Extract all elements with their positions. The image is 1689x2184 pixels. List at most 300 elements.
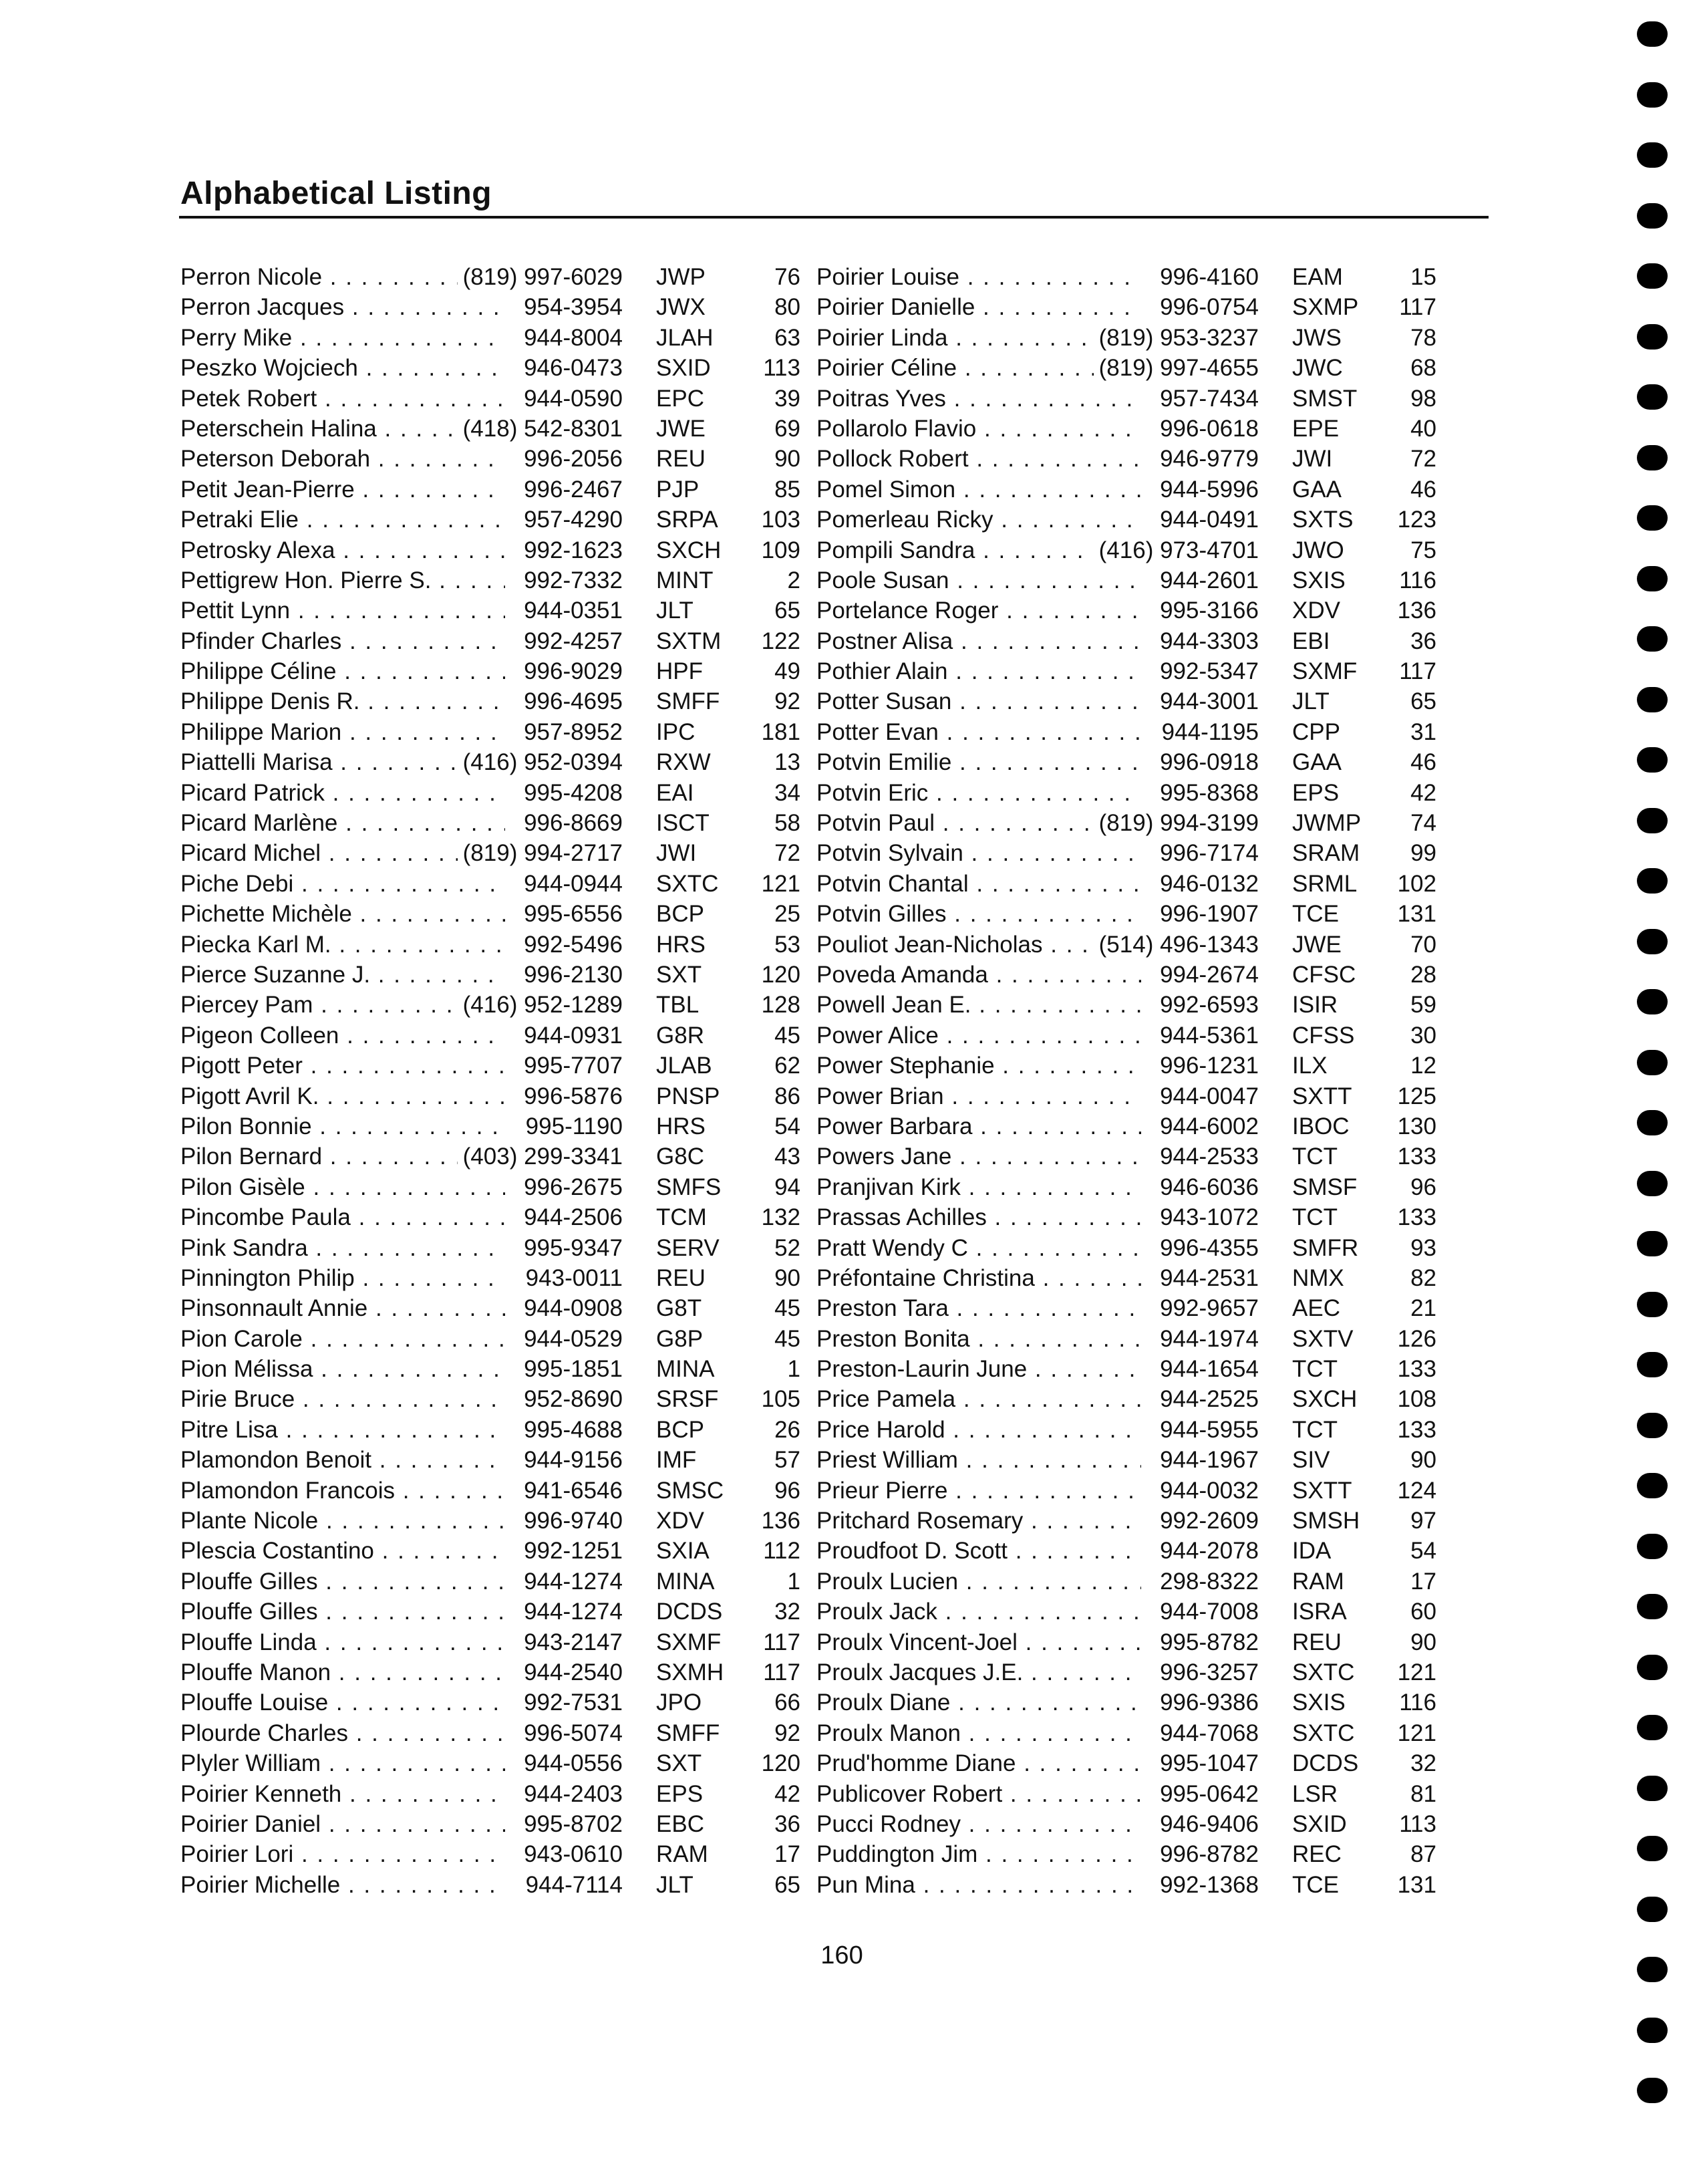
entry-code: SMFF [656,1720,720,1746]
entry-number: 17 [774,1841,800,1868]
entry-number: 42 [774,1780,800,1807]
entry-name: Potvin Gilles . . . [816,899,1141,929]
entry-phone: 944-2533 [1155,1143,1259,1170]
entry-phone: 944-7114 [520,1872,623,1898]
entry-name: Plamondon Francois . . . [180,1476,505,1506]
entry-name: Plouffe Louise . . . [180,1687,505,1718]
entry-number: 46 [1410,749,1436,776]
entry-name: Peterschein Halina . . . [180,414,505,444]
entry-number: 52 [774,1234,800,1261]
entry-code: JWX [656,294,706,321]
entry-phone: 996-0918 [1155,749,1259,775]
entry-number: 65 [1410,688,1436,715]
entry-phone: 943-0011 [520,1265,623,1291]
entry-code: REU [1292,1629,1342,1655]
entry-name: Poole Susan . . . [816,565,1141,595]
entry-code: TBL [656,992,700,1018]
entry-phone: 946-9779 [1155,446,1259,472]
entry-name: Plouffe Gilles . . . [180,1566,505,1597]
entry-code: XDV [1292,597,1340,624]
entry-code: EPE [1292,415,1340,442]
entry-name: Poirier Linda . . . [816,323,1141,353]
entry-number: 90 [1410,1447,1436,1474]
entry-phone: 944-1274 [518,1599,623,1625]
entry-number: 116 [1399,567,1436,593]
entry-number: 97 [1410,1508,1436,1534]
entry-code: EPC [656,385,704,412]
entry-code: SXID [1292,1810,1347,1837]
entry-code: BCP [656,901,704,928]
entry-number: 36 [1410,628,1436,654]
binding-hole [1637,1655,1668,1680]
entry-number: 94 [774,1174,800,1200]
entry-phone: 992-1368 [1155,1872,1259,1898]
entry-number: 85 [774,476,800,503]
entry-number: 17 [1410,1568,1436,1595]
entry-name: Perry Mike . . . [180,323,505,353]
entry-number: 96 [1410,1174,1436,1200]
entry-phone: 944-0931 [518,1022,623,1049]
entry-code: IDA [1292,1538,1332,1564]
entry-code: MINT [656,567,714,593]
entry-number: 87 [1410,1841,1436,1868]
entry-name: Plouffe Manon . . . [180,1657,505,1687]
entry-phone: (418) 542-8301 [458,416,623,442]
entry-name: Pigott Avril K. . . . [180,1081,505,1111]
entry-code: JWE [656,415,706,442]
entry-code: CPP [1292,718,1340,745]
entry-number: 43 [774,1143,800,1170]
entry-code: SXMP [1292,294,1359,321]
entry-name: Potvin Emilie . . . [816,747,1141,777]
entry-phone: 946-0132 [1155,871,1259,897]
binding-hole [1637,263,1668,289]
entry-number: 1 [787,1356,800,1383]
entry-number: 126 [1397,1325,1436,1352]
entry-code: NMX [1292,1264,1344,1291]
entry-name: Puddington Jim . . . [816,1839,1141,1869]
entry-name: Publicover Robert . . . [816,1779,1141,1809]
entry-number: 42 [1410,779,1436,806]
entry-number: 136 [1397,597,1436,624]
entry-name: Pompili Sandra . . . [816,535,1141,565]
entry-name: Pfinder Charles . . . [180,626,505,656]
entry-number: 69 [774,415,800,442]
entry-phone: 944-5996 [1155,476,1259,503]
title-rule [179,216,1489,219]
entry-name: Poitras Yves . . . [816,384,1141,414]
entry-name: Potvin Sylvain . . . [816,838,1141,868]
entry-name: Proulx Jacques J.E. . . . [816,1657,1141,1687]
entry-number: 116 [1399,1689,1436,1716]
entry-code: JPO [656,1689,702,1716]
entry-name: Powers Jane . . . [816,1141,1141,1172]
entry-phone: 944-8004 [518,325,623,351]
entry-name: Piattelli Marisa . . . [180,747,505,777]
entry-phone: 944-6002 [1155,1113,1259,1139]
entry-name: Power Alice . . . [816,1020,1141,1051]
entry-phone: 944-1967 [1155,1447,1259,1473]
entry-phone: 996-1231 [1155,1053,1259,1079]
entry-name: Préfontaine Christina . . . [816,1263,1141,1293]
entry-code: SXTT [1292,1083,1352,1109]
entry-code: SXTC [656,870,719,897]
entry-phone: 995-1851 [518,1356,623,1382]
entry-number: 133 [1397,1143,1436,1170]
entry-phone: (819) 994-2717 [458,840,623,866]
entry-phone: (403) 299-3341 [458,1143,623,1170]
entry-number: 133 [1397,1356,1436,1383]
binding-hole [1637,505,1668,531]
entry-number: 90 [1410,1629,1436,1655]
binding-hole [1637,1594,1668,1619]
entry-name: Pilon Gisèle . . . [180,1172,505,1202]
entry-code: EBC [656,1810,704,1837]
entry-phone: 992-9657 [1155,1295,1259,1321]
entry-name: Proulx Manon . . . [816,1718,1141,1748]
entry-number: 117 [1399,294,1436,321]
entry-number: 109 [761,537,800,563]
entry-number: 82 [1410,1264,1436,1291]
entry-phone: 944-0529 [518,1326,623,1352]
entry-number: 117 [1399,658,1436,685]
entry-code: SXTS [1292,507,1354,533]
binding-hole [1637,142,1668,168]
entry-phone: 944-7008 [1155,1599,1259,1625]
entry-phone: 944-3001 [1155,688,1259,714]
entry-code: DCDS [1292,1750,1359,1777]
entry-name: Pierce Suzanne J. . . . [180,960,505,990]
entry-name: Pigott Peter . . . [180,1051,505,1081]
entry-phone: 944-0556 [518,1750,623,1776]
entry-name: Priest William . . . [816,1445,1141,1475]
entry-name: Peterson Deborah . . . [180,444,505,474]
entry-number: 102 [1397,870,1436,897]
entry-code: G8R [656,1022,704,1049]
entry-code: G8C [656,1143,704,1170]
entry-code: HRS [656,1113,706,1139]
entry-phone: 992-2609 [1155,1508,1259,1534]
entry-name: Pirie Bruce . . . [180,1384,505,1414]
entry-number: 34 [774,779,800,806]
entry-code: TCE [1292,901,1339,928]
entry-code: RXW [656,749,711,776]
binding-hole [1637,1715,1668,1740]
entry-phone: 944-1195 [1157,719,1259,745]
entry-number: 49 [774,658,800,685]
entry-name: Pilon Bernard . . . [180,1141,505,1172]
entry-number: 124 [1397,1477,1436,1504]
entry-number: 60 [1410,1599,1436,1625]
entry-name: Pettigrew Hon. Pierre S. . . . [180,565,505,595]
entry-name: Preston-Laurin June . . . [816,1354,1141,1384]
entry-number: 45 [774,1295,800,1322]
entry-code: RAM [656,1841,708,1868]
entry-number: 46 [1410,476,1436,503]
entry-name: Proudfoot D. Scott . . . [816,1536,1141,1566]
entry-number: 12 [1410,1053,1436,1079]
entry-name: Petek Robert . . . [180,384,505,414]
entry-code: SXCH [656,537,722,563]
entry-code: SMFR [1292,1234,1359,1261]
entry-phone: 944-0351 [518,597,623,624]
entry-name: Pincombe Paula . . . [180,1202,505,1232]
entry-number: 81 [1410,1780,1436,1807]
entry-phone: 943-0610 [518,1841,623,1867]
entry-number: 78 [1410,324,1436,351]
entry-code: SXTV [1292,1325,1354,1352]
entry-number: 92 [774,688,800,715]
entry-phone: (819) 997-4655 [1094,355,1259,381]
entry-number: 65 [774,597,800,624]
entry-code: JWE [1292,931,1342,958]
entry-phone: 995-4688 [518,1417,623,1443]
entry-code: SXTT [1292,1477,1352,1504]
entry-phone: 996-5876 [518,1083,623,1109]
entry-number: 99 [1410,840,1436,867]
binding-hole [1637,1413,1668,1438]
entry-number: 121 [1397,1659,1436,1685]
entry-phone: 944-1974 [1155,1326,1259,1352]
entry-number: 54 [1410,1538,1436,1564]
entry-code: JLT [1292,688,1330,715]
entry-number: 32 [774,1599,800,1625]
entry-code: JLAB [656,1053,712,1079]
entry-number: 131 [1397,1871,1436,1898]
entry-phone: (819) 994-3199 [1094,810,1259,836]
entry-phone: 995-8368 [1155,780,1259,806]
entry-number: 30 [1410,1022,1436,1049]
entry-name: Potvin Paul . . . [816,808,1141,838]
entry-name: Picard Patrick . . . [180,778,505,808]
entry-code: MINA [656,1568,715,1595]
entry-phone: 992-4257 [518,628,623,654]
entry-number: 66 [774,1689,800,1716]
entry-phone: (416) 973-4701 [1094,537,1259,563]
entry-code: SXMF [656,1629,722,1655]
entry-name: Prieur Pierre . . . [816,1476,1141,1506]
entry-name: Proulx Diane . . . [816,1687,1141,1718]
entry-phone: 954-3954 [518,294,623,320]
entry-name: Pun Mina . . . [816,1870,1141,1900]
entry-number: 121 [761,870,800,897]
entry-phone: (416) 952-1289 [458,992,623,1018]
entry-phone: 952-8690 [518,1386,623,1412]
binding-hole [1637,687,1668,712]
entry-code: EAI [656,779,694,806]
entry-phone: 944-0590 [518,386,623,412]
entry-phone: 957-7434 [1155,386,1259,412]
binding-hole [1637,1897,1668,1922]
entry-number: 123 [1397,507,1436,533]
entry-name: Philippe Céline . . . [180,656,505,686]
entry-phone: 944-0491 [1155,507,1259,533]
entry-phone: 995-8782 [1155,1629,1259,1655]
entry-number: 108 [1397,1386,1436,1413]
entry-code: AEC [1292,1295,1340,1322]
entry-number: 36 [774,1810,800,1837]
entry-phone: 992-1623 [518,537,623,563]
entry-code: JWI [1292,446,1333,472]
entry-phone: 944-2531 [1155,1265,1259,1291]
binding-hole [1637,1534,1668,1559]
entry-code: CFSS [1292,1022,1355,1049]
entry-phone: 996-9029 [518,658,623,684]
binding-hole [1637,1050,1668,1075]
binding-hole [1637,2078,1668,2103]
entry-name: Poirier Danielle . . . [816,292,1141,322]
entry-number: 75 [1410,537,1436,563]
entry-name: Prud'homme Diane . . . [816,1748,1141,1778]
entry-code: SMSC [656,1477,724,1504]
binding-hole [1637,1110,1668,1135]
binding-hole [1637,626,1668,652]
entry-phone: 943-2147 [518,1629,623,1655]
entry-phone: 944-1274 [518,1568,623,1595]
entry-code: JLT [656,597,694,624]
entry-phone: 944-2525 [1155,1386,1259,1412]
entry-name: Plamondon Benoit . . . [180,1445,505,1475]
entry-phone: 995-1047 [1155,1750,1259,1776]
entry-phone: 946-9406 [1155,1811,1259,1837]
entry-phone: 996-4355 [1155,1235,1259,1261]
entry-name: Pichette Michèle . . . [180,899,505,929]
entry-code: SMSH [1292,1508,1360,1534]
entry-phone: 944-0032 [1155,1478,1259,1504]
entry-name: Piercey Pam . . . [180,990,505,1020]
binding-holes [1637,13,1677,2179]
entry-number: 136 [761,1508,800,1534]
entry-name: Plouffe Linda . . . [180,1627,505,1657]
entry-code: PJP [656,476,700,503]
entry-name: Poirier Michelle . . . [180,1870,505,1900]
binding-hole [1637,808,1668,833]
entry-code: GAA [1292,476,1342,503]
entry-number: 59 [1410,992,1436,1018]
entry-code: SRML [1292,870,1358,897]
entry-phone: 943-1072 [1155,1204,1259,1230]
entry-code: SXTC [1292,1720,1355,1746]
entry-number: 131 [1397,901,1436,928]
entry-name: Postner Alisa . . . [816,626,1141,656]
entry-code: TCT [1292,1356,1338,1383]
entry-phone: (416) 952-0394 [458,749,623,775]
entry-name: Preston Tara . . . [816,1293,1141,1323]
entry-name: Pigeon Colleen . . . [180,1020,505,1051]
entry-code: JWC [1292,355,1343,382]
entry-name: Pomerleau Ricky . . . [816,505,1141,535]
entry-phone: 996-4695 [518,688,623,714]
entry-code: HRS [656,931,706,958]
entry-name: Perron Nicole . . . [180,262,505,292]
entry-number: 45 [774,1022,800,1049]
entry-number: 32 [1410,1750,1436,1777]
entry-code: SXTM [656,628,722,654]
entry-code: ISIR [1292,992,1338,1018]
entry-code: RAM [1292,1568,1344,1595]
entry-code: REC [1292,1841,1342,1868]
binding-hole [1637,1776,1668,1801]
entry-phone: 996-7174 [1155,840,1259,866]
entry-number: 125 [1397,1083,1436,1109]
binding-hole [1637,445,1668,470]
entry-phone: 944-3303 [1155,628,1259,654]
entry-number: 63 [774,324,800,351]
entry-number: 117 [763,1629,800,1655]
entry-code: JWO [1292,537,1344,563]
entry-phone: 944-2403 [518,1781,623,1807]
entry-code: JWMP [1292,810,1362,837]
entry-number: 93 [1410,1234,1436,1261]
entry-number: 65 [774,1871,800,1898]
entry-code: JWP [656,264,706,290]
entry-name: Pritchard Rosemary . . . [816,1506,1141,1536]
entry-name: Pettit Lynn . . . [180,595,505,626]
entry-code: TCT [1292,1204,1338,1231]
entry-number: 130 [1397,1113,1436,1139]
entry-code: DCDS [656,1599,723,1625]
entry-code: SXIS [1292,567,1346,593]
binding-hole [1637,1836,1668,1861]
entry-name: Pinsonnault Annie . . . [180,1293,505,1323]
entry-code: TCE [1292,1871,1339,1898]
entry-number: 13 [774,749,800,776]
entry-name: Plante Nicole . . . [180,1506,505,1536]
entry-number: 103 [761,507,800,533]
binding-hole [1637,747,1668,773]
entry-name: Poirier Louise . . . [816,262,1141,292]
entry-phone: 996-2675 [518,1174,623,1200]
entry-code: REU [656,1264,706,1291]
entry-code: PNSP [656,1083,720,1109]
entry-name: Petit Jean-Pierre . . . [180,474,505,505]
entry-phone: 944-7068 [1155,1720,1259,1746]
entry-number: 21 [1410,1295,1436,1322]
entry-code: HPF [656,658,703,685]
entry-name: Proulx Vincent-Joel . . . [816,1627,1141,1657]
entry-name: Plescia Costantino . . . [180,1536,505,1566]
entry-code: EPS [1292,779,1340,806]
entry-phone: 996-9386 [1155,1689,1259,1716]
entry-phone: 995-6556 [518,901,623,927]
entry-name: Petrosky Alexa . . . [180,535,505,565]
entry-phone: 298-8322 [1155,1568,1259,1595]
entry-number: 68 [1410,355,1436,382]
entry-phone: 995-1190 [520,1113,623,1139]
entry-number: 181 [761,718,800,745]
entry-code: SIV [1292,1447,1330,1474]
entry-name: Piecka Karl M. . . . [180,930,505,960]
entry-phone: 944-2601 [1155,567,1259,593]
binding-hole [1637,989,1668,1014]
entry-code: BCP [656,1416,704,1443]
entry-code: SXT [656,1750,702,1777]
entry-phone: 995-0642 [1155,1781,1259,1807]
entry-number: 122 [761,628,800,654]
entry-code: JLAH [656,324,714,351]
entry-name: Pitre Lisa . . . [180,1415,505,1445]
entry-name: Philippe Denis R. . . . [180,686,505,716]
entry-number: 70 [1410,931,1436,958]
entry-name: Pollarolo Flavio . . . [816,414,1141,444]
entry-number: 72 [1410,446,1436,472]
entry-number: 72 [774,840,800,867]
entry-number: 98 [1410,385,1436,412]
entry-phone: 996-5074 [518,1720,623,1746]
entry-phone: (514) 496-1343 [1094,932,1259,958]
entry-name: Poirier Daniel . . . [180,1809,505,1839]
binding-hole [1637,566,1668,591]
